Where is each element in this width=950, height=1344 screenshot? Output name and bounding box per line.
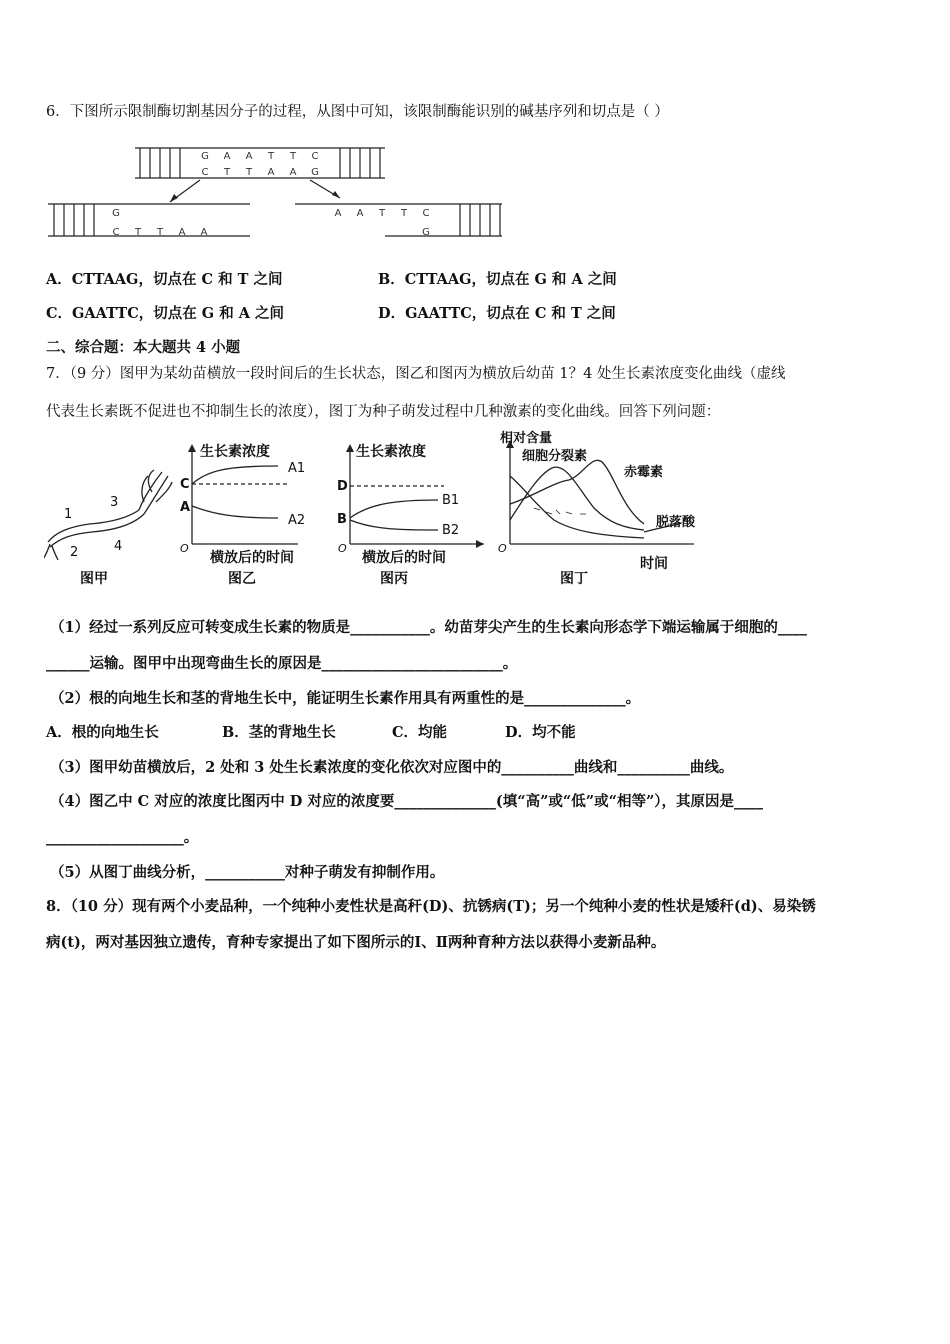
- yi-label-a1: A1: [288, 461, 306, 476]
- yi-xlabel: 横放后的时间: [210, 550, 294, 566]
- yi-ylabel: 生长素浓度: [200, 444, 270, 460]
- bing-ylabel: 生长素浓度: [356, 444, 426, 460]
- figure-ding: [494, 428, 724, 578]
- dna-bottom-base: A: [267, 167, 275, 178]
- dna-left-bottom-base: T: [156, 227, 164, 238]
- q6-stem: 6．下图所示限制酶切割基因分子的过程，从图中可知，该限制酶能识别的碱基序列和切点是（ ）: [46, 104, 669, 120]
- q7-part4-line2: ___________________。: [46, 829, 199, 846]
- ding-ylabel: 相对含量: [500, 431, 553, 446]
- yi-origin: O: [180, 542, 189, 555]
- jia-label-4: 4: [114, 539, 123, 554]
- dna-bottom-base: T: [245, 167, 253, 178]
- figure-jia: [44, 452, 174, 562]
- section-heading: 二、综合题：本大题共 4 小题: [46, 339, 241, 356]
- yi-label-a2: A2: [288, 513, 306, 528]
- dna-cut-diagram: [40, 140, 520, 245]
- ding-origin: O: [498, 542, 507, 555]
- ding-label-abscisic: 脱落酸: [656, 515, 696, 530]
- bing-label-b: B: [337, 512, 347, 527]
- q7-part1-line1: （1）经过一系列反应可转变成生长素的物质是___________。幼苗芽尖产生的生长素向形态学下端运输属于细胞的____: [50, 619, 807, 636]
- q7-part3: （3）图甲幼苗横放后，2 处和 3 处生长素浓度的变化依次对应图中的__________曲线和__________曲线。: [50, 759, 734, 776]
- dna-bottom-base: A: [289, 167, 297, 178]
- caption-bing: 图丙: [380, 571, 408, 587]
- dna-right-top-base: T: [378, 208, 386, 219]
- q7-stem-line1: 7．（9 分）图甲为某幼苗横放一段时间后的生长状态，图乙和图丙为横放后幼苗 1？4 处生长素浓度变化曲线（虚线: [46, 366, 786, 382]
- dna-left-bottom-base: C: [112, 227, 120, 238]
- q7-part1-line2: ______运输。图甲中出现弯曲生长的原因是_________________________。: [46, 655, 518, 672]
- q7-option-c[interactable]: C．均能: [392, 724, 448, 741]
- q6-option-c[interactable]: C．GAATTC，切点在 G 和 A 之间: [46, 305, 285, 322]
- q8-stem-line1: 8．（10 分）现有两个小麦品种，一个纯种小麦性状是高秆(D)、抗锈病(T)；另一个纯种小麦的性状是矮秆(d)、易染锈: [46, 898, 816, 915]
- dna-top-base: T: [289, 151, 297, 162]
- ding-xlabel: 时间: [640, 556, 668, 572]
- q7-part5: （5）从图丁曲线分析，___________对种子萌发有抑制作用。: [50, 864, 445, 881]
- q8-stem-line2: 病(t)，两对基因独立遗传，育种专家提出了如下图所示的Ⅰ、Ⅱ两种育种方法以获得小麦新品种。: [46, 934, 666, 951]
- dna-right-top-base: A: [356, 208, 364, 219]
- q7-part2: （2）根的向地生长和茎的背地生长中，能证明生长素作用具有两重性的是______________。: [50, 690, 641, 707]
- figure-yi: [178, 440, 328, 570]
- dna-bottom-base: T: [223, 167, 231, 178]
- q7-part4-line1: （4）图乙中 C 对应的浓度比图丙中 D 对应的浓度要______________(填“高”或“低”或“相等”），其原因是____: [50, 793, 764, 810]
- bing-xlabel: 横放后的时间: [362, 550, 446, 566]
- q6-option-d[interactable]: D．GAATTC，切点在 C 和 T 之间: [378, 305, 616, 322]
- bing-origin: O: [338, 542, 347, 555]
- dna-top-base: A: [223, 151, 231, 162]
- jia-label-1: 1: [64, 507, 73, 522]
- dna-top-base: G: [201, 151, 209, 162]
- dna-top-base: T: [267, 151, 275, 162]
- yi-label-a: A: [180, 500, 191, 515]
- dna-left-bottom-base: A: [178, 227, 186, 238]
- dna-top-base: C: [311, 151, 319, 162]
- yi-label-c: C: [180, 477, 190, 492]
- dna-right-top-base: A: [334, 208, 342, 219]
- q6-option-a[interactable]: A．CTTAAG，切点在 C 和 T 之间: [46, 271, 283, 288]
- dna-left-bottom-base: A: [200, 227, 208, 238]
- bing-label-b2: B2: [442, 523, 460, 538]
- jia-label-3: 3: [110, 495, 119, 510]
- q7-option-b[interactable]: B．茎的背地生长: [222, 724, 336, 741]
- dna-right-top-base: T: [400, 208, 408, 219]
- caption-jia: 图甲: [80, 571, 108, 587]
- figure-bing: [334, 440, 484, 570]
- caption-ding: 图丁: [560, 571, 588, 587]
- dna-bottom-base: C: [201, 167, 209, 178]
- q6-option-b[interactable]: B．CTTAAG，切点在 G 和 A 之间: [378, 271, 617, 288]
- q7-stem-line2: 代表生长素既不促进也不抑制生长的浓度），图丁为种子萌发过程中几种激素的变化曲线。回答下列问题：: [46, 404, 721, 420]
- ding-label-gibberellin: 赤霉素: [624, 465, 664, 480]
- dna-right-bottom-base: G: [422, 227, 430, 238]
- jia-label-2: 2: [70, 545, 79, 560]
- q7-option-a[interactable]: A．根的向地生长: [46, 724, 159, 741]
- q7-option-d[interactable]: D．均不能: [505, 724, 576, 741]
- dna-top-base: A: [245, 151, 253, 162]
- bing-label-d: D: [337, 479, 348, 494]
- dna-left-bottom-base: T: [134, 227, 142, 238]
- dna-bottom-base: G: [311, 167, 319, 178]
- bing-label-b1: B1: [442, 493, 460, 508]
- dna-right-top-base: C: [422, 208, 430, 219]
- caption-yi: 图乙: [228, 571, 256, 587]
- dna-left-top-base: G: [112, 208, 120, 219]
- ding-label-cytokinin: 细胞分裂素: [522, 449, 588, 464]
